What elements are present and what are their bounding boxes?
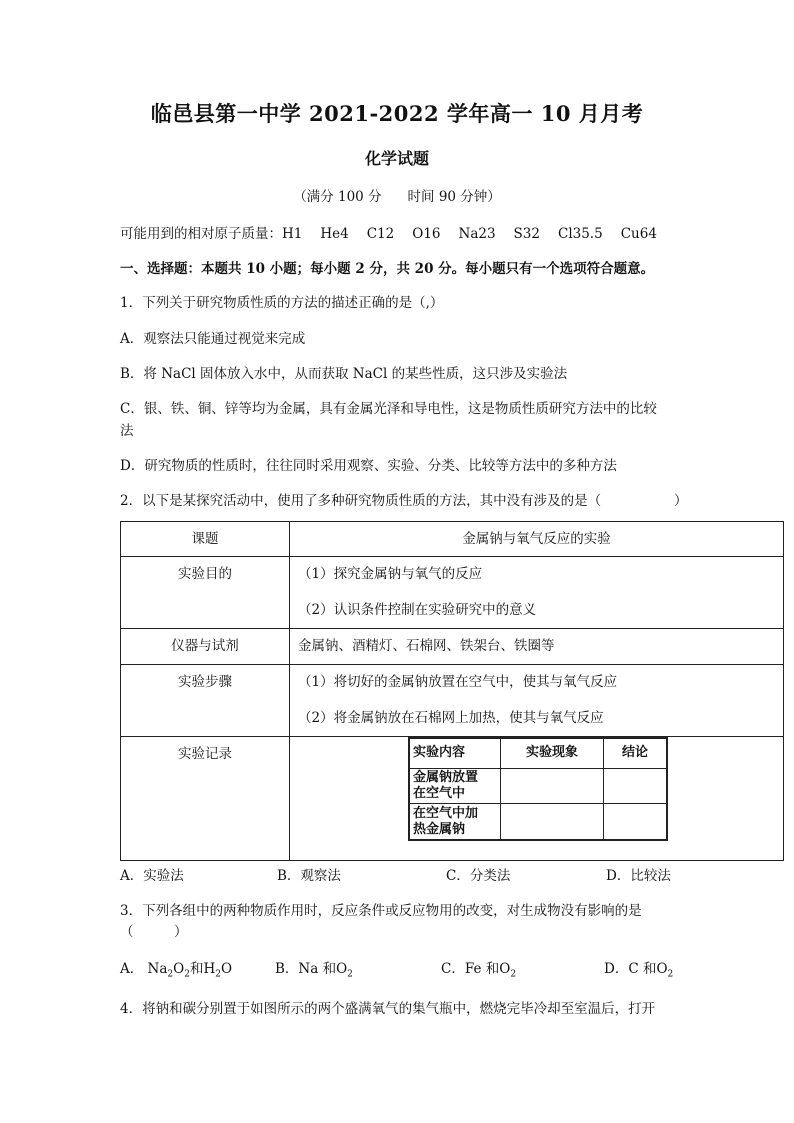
q3-option-b [275,957,353,980]
q3-a-sub: 2 [167,969,174,980]
step-1: （1）将切好的金属钠放置在空气中，使其与氧气反应 [298,674,618,690]
exam-subtitle: 化学试题 [364,149,429,168]
q2-option-b: B．观察法 [277,868,341,884]
q3-option-a [120,957,232,980]
q3-a-o2: O [220,961,233,977]
q2-option-c: C．分类法 [446,868,511,884]
mass-item: O16 [412,226,441,242]
record-head-conclusion: 结论 [604,738,668,768]
q1-option-d: D．研究物质的性质时，往往同时采用观察、实验、分类、比较等方法中的多种方法 [120,458,617,474]
mass-item: Na23 [458,226,496,242]
table-head-topic: 课题 [121,522,290,557]
exam-info [0,185,794,205]
record-row-air-line2: 在空气中 [413,785,466,801]
q3-a-sub: 2 [184,969,190,980]
table-head-equipment: 仪器与试剂 [121,629,290,665]
score-info: （满分 100 分 [293,189,382,205]
q1-option-c: C．银、铁、铜、锌等均为金属，具有金属光泽和导电性，这是物质性质研究方法中的比较 [120,401,657,417]
q3-c-label: C．Fe 和 [441,961,500,977]
q4-stem: 4．将钠和碳分别置于如图所示的两个盛满氧气的集气瓶中，燃烧完毕冷却至室温后，打开 [120,1001,656,1017]
q2-option-a: A．实验法 [120,868,184,884]
table-head-steps: 实验步骤 [121,665,290,737]
q1-option-a: A．观察法只能通过视觉来完成 [120,331,306,347]
record-empty [501,804,604,840]
mass-item: H1 [282,226,303,242]
q3-c-o: O [499,961,511,977]
record-row-air-line1: 金属钠放置 [413,769,479,785]
record-empty [604,768,668,804]
q3-c-sub: 2 [510,969,517,980]
q3-b-label: B．Na 和 [275,961,337,977]
purpose-2: （2）认识条件控制在实验研究中的意义 [298,602,537,618]
atomic-masses-label: 可能用到的相对原子质量： [120,226,282,242]
record-row-heat [409,804,501,840]
mass-item: Cu64 [620,226,657,242]
q3-a-sub: 2 [215,969,221,980]
mass-item: He4 [320,226,349,242]
q3-a-na: Na [147,961,168,977]
q3-option-d [604,957,673,980]
q1-option-c-cont: 法 [120,423,134,439]
q3-paren: （ ） [120,924,188,940]
q3-a-label: A． [120,961,144,977]
mass-item: Cl35.5 [557,226,603,242]
q3-option-c [441,957,516,980]
record-row-heat-line2: 热金属钠 [413,821,466,837]
q3-a-and: 和 [189,961,204,977]
record-row-air [409,768,501,804]
table-head-record: 实验记录 [121,737,290,861]
record-empty [604,804,668,840]
record-head-phenomenon: 实验现象 [501,738,604,768]
q1-stem: 1．下列关于研究物质性质的方法的描述正确的是（,） [120,295,444,311]
q2-option-d: D．比较法 [606,868,671,884]
atomic-masses [120,222,657,242]
table-steps-value [290,665,784,737]
record-row-heat-line1: 在空气中加 [413,805,479,821]
q2-stem: 2．以下是某探究活动中，使用了多种研究物质性质的方法，其中没有涉及的是（ [120,493,602,509]
record-empty [501,768,604,804]
mass-item: S32 [513,226,540,242]
table-equipment-value: 金属钠、酒精灯、石棉网、铁架台、铁圈等 [290,629,784,665]
table-head-purpose: 实验目的 [121,557,290,629]
q2-paren-close: ） [674,493,688,509]
q3-b-sub: 2 [347,969,353,980]
time-info: 时间 90 分钟） [407,189,501,205]
q3-stem: 3．下列各组中的两种物质作用时，反应条件或反应物用的改变，对生成物没有影响的是 [120,903,642,919]
step-2: （2）将金属钠放在石棉网上加热，使其与氧气反应 [298,710,604,726]
section-heading: 一、选择题：本题共 10 小题；每小题 2 分，共 20 分。每小题只有一个选项符合题意。 [120,261,655,277]
purpose-1: （1）探究金属钠与氧气的反应 [298,566,483,582]
q3-a-o: O [173,961,185,977]
q3-d-sub: 2 [667,969,674,980]
record-head-content: 实验内容 [409,738,501,768]
q3-d-o: O [656,961,668,977]
record-image-table [408,737,668,841]
table-purpose-value [290,557,784,629]
mass-item: C12 [366,226,395,242]
q3-b-o: O [336,961,348,977]
table-topic-value: 金属钠与氧气反应的实验 [290,522,784,557]
exam-title: 临邑县第一中学 2021-2022 学年高一 10 月月考 [150,101,644,126]
q1-option-b: B．将 NaCl 固体放入水中，从而获取 NaCl 的某些性质，这只涉及实验法 [120,366,568,382]
q3-a-h: H [203,961,216,977]
q3-d-label: D．C 和 [604,961,657,977]
